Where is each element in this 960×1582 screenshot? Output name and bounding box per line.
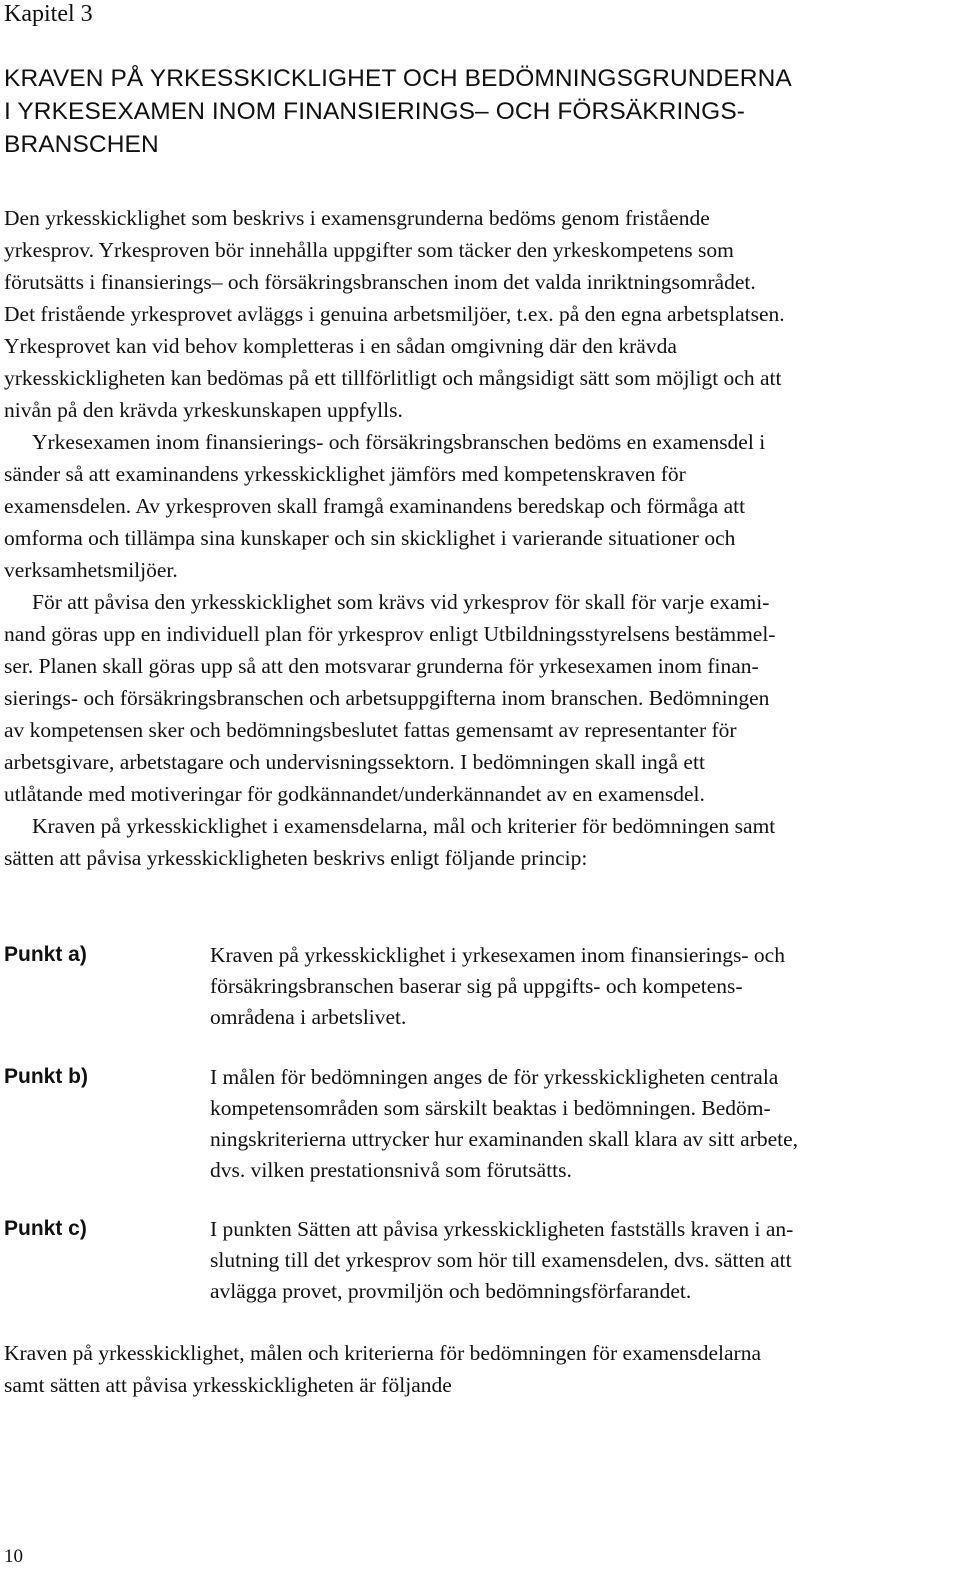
paragraph-closing [4,1337,952,1401]
text-line: nivån på den krävda yrkeskunskapen uppfylls. [4,398,403,422]
text-line: omforma och tillämpa sina kunskaper och sin skicklighet i varierande situationer och [4,526,736,550]
text-line: kompetensområden som särskilt beaktas i bedömningen. Bedöm- [210,1096,771,1120]
text-line: Den yrkesskicklighet som beskrivs i examensgrunderna bedöms genom fristående [4,206,710,230]
heading-line: I YRKESEXAMEN INOM FINANSIERINGS– OCH FÖRSÄKRINGS- [4,98,746,125]
text-line: verksamhetsmiljöer. [4,558,178,582]
text-line: ningskriterierna uttrycker hur examinanden skall klara av sitt arbete, [210,1127,799,1151]
text-line: sätten att påvisa yrkesskickligheten beskrivs enligt följande princip: [4,846,588,870]
text-line: områdena i arbetslivet. [210,1005,407,1029]
text-line: Kraven på yrkesskicklighet i examensdelarna, mål och kriterier för bedömningen samt [32,814,776,838]
text-line: För att påvisa den yrkesskicklighet som krävs vid yrkesprov för skall för varje exami- [32,590,770,614]
heading-line: KRAVEN PÅ YRKESSKICKLIGHET OCH BEDÖMNINGSGRUNDERNA [4,65,792,92]
text-line: avlägga provet, provmiljön och bedömningsförfarandet. [210,1279,692,1303]
text-line: examensdelen. Av yrkesproven skall framgå examinandens beredskap och förmåga att [4,494,746,518]
text-line: sierings- och försäkringsbranschen och arbetsuppgifterna inom branschen. Bedömningen [4,686,770,710]
text-line: sänder så att examinandens yrkesskicklighet jämförs med kompetenskraven för [4,462,686,486]
text-line: dvs. vilken prestationsnivå som förutsätts. [210,1158,572,1182]
text-line: ser. Planen skall göras upp så att den motsvarar grunderna för yrkesexamen inom finan- [4,654,759,678]
page-number: 10 [4,1546,23,1567]
text-line: slutning till det yrkesprov som hör till examensdelen, dvs. sätten att [210,1248,792,1272]
point-c-label: Punkt c) [4,1217,87,1240]
chapter-label: Kapitel 3 [4,1,93,27]
paragraph-individual-plan [4,586,952,810]
paragraph-work-environment [4,298,952,426]
text-line: I punkten Sätten att påvisa yrkesskickligheten fastställs kraven i an- [210,1217,794,1241]
text-line: Kraven på yrkesskicklighet, målen och kriterierna för bedömningen för examensdelarna [4,1341,761,1365]
point-b-label: Punkt b) [4,1065,88,1088]
text-line: av kompetensen sker och bedömningsbeslutet fattas gemensamt av representanter för [4,718,737,742]
paragraph-assessment [4,426,952,586]
text-line: Kraven på yrkesskicklighet i yrkesexamen inom finansierings- och [210,943,785,967]
text-line: nand göras upp en individuell plan för yrkesprov enligt Utbildningsstyrelsens bestämmel- [4,622,776,646]
text-line: I målen för bedömningen anges de för yrkesskickligheten centrala [210,1065,779,1089]
text-line: yrkesskickligheten kan bedömas på ett tillförlitligt och mångsidigt sätt som möjligt och att [4,366,782,390]
point-a-text [210,940,940,1033]
text-line: förutsätts i finansierings– och försäkringsbranschen inom det valda inriktningsområdet. [4,270,756,294]
text-line: Det fristående yrkesprovet avläggs i genuina arbetsmiljöer, t.ex. på den egna arbetsplatsen. [4,302,785,326]
point-a-label: Punkt a) [4,943,87,966]
text-line: Yrkesprovet kan vid behov kompletteras i en sådan omgivning där den krävda [4,334,677,358]
heading-line: BRANSCHEN [4,131,159,158]
text-line: utlåtande med motiveringar för godkännandet/underkännandet av en examensdel. [4,782,705,806]
paragraph-principle [4,810,952,874]
point-b-text [210,1062,940,1186]
point-c-text [210,1214,940,1307]
chapter-heading [4,62,944,161]
paragraph-intro [4,202,952,298]
text-line: arbetsgivare, arbetstagare och undervisningssektorn. I bedömningen skall ingå ett [4,750,705,774]
text-line: försäkringsbranschen baserar sig på uppgifts- och kompetens- [210,974,743,998]
text-line: Yrkesexamen inom finansierings- och försäkringsbranschen bedöms en examensdel i [32,430,766,454]
text-line: samt sätten att påvisa yrkesskickligheten är följande [4,1373,452,1397]
text-line: yrkesprov. Yrkesproven bör innehålla uppgifter som täcker den yrkeskompetens som [4,238,734,262]
